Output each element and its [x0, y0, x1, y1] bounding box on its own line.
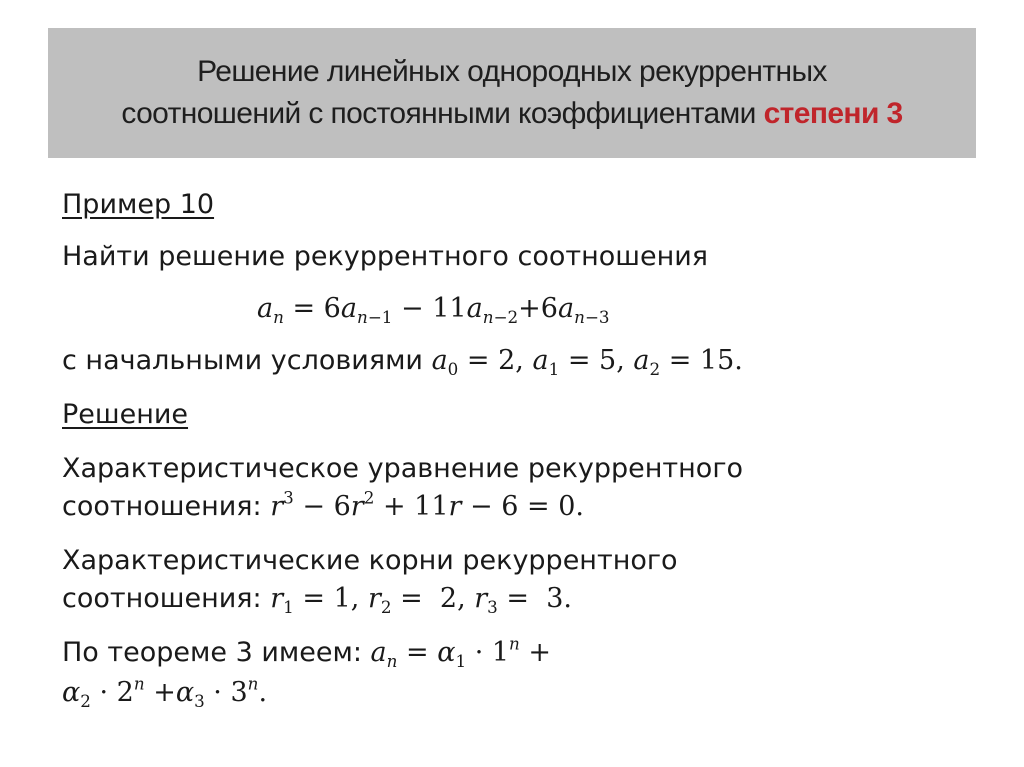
char-eq-line-1: Характеристическое уравнение рекуррентного — [62, 453, 744, 484]
slide-title-line-1: Решение линейных однородных рекуррентных — [197, 55, 827, 88]
char-eq-label: соотношения: — [62, 491, 271, 522]
initial-conditions-text: с начальными условиями — [62, 345, 432, 376]
char-roots-formula: $r_1 = 1$, $r_2 = 2$, $r_3 = 3$. — [270, 583, 572, 617]
slide-title-line-2-text: соотношений с постоянными коэффициентами — [121, 97, 764, 130]
recurrence-formula: $a_n = 6a_{n-1} - 11a_{n-2}+6a_{n-3}$ — [257, 293, 610, 327]
theorem-label: По теореме 3 имеем: — [62, 637, 371, 668]
initial-conditions — [62, 344, 743, 378]
char-eq-line-2 — [62, 487, 584, 524]
theorem-line-1 — [62, 633, 552, 671]
solution-heading: Решение — [62, 399, 189, 430]
slide-title-accent: степени 3 — [763, 97, 903, 130]
char-roots-line-1: Характеристические корни рекуррентного — [62, 545, 678, 576]
example-heading: Пример 10 — [62, 189, 215, 220]
initial-conditions-formula: $a_0 = 2$, $a_1 = 5$, $a_2 = 15$. — [431, 345, 743, 379]
task-text: Найти решение рекуррентного соотношения — [62, 241, 709, 272]
char-roots-line-2 — [62, 582, 572, 616]
char-eq-formula: $r^3 - 6r^2 + 11r - 6 = 0$. — [270, 487, 584, 522]
char-roots-label: соотношения: — [62, 583, 271, 614]
general-solution-formula-part1: $a_n = \alpha_1 \cdot 1^n$ + — [370, 633, 552, 671]
slide-title-line-2 — [121, 93, 902, 135]
slide-header — [48, 28, 976, 158]
general-solution-formula-part2: $\alpha_2 \cdot 2^n +\alpha_3 \cdot 3^n$. — [62, 673, 268, 711]
